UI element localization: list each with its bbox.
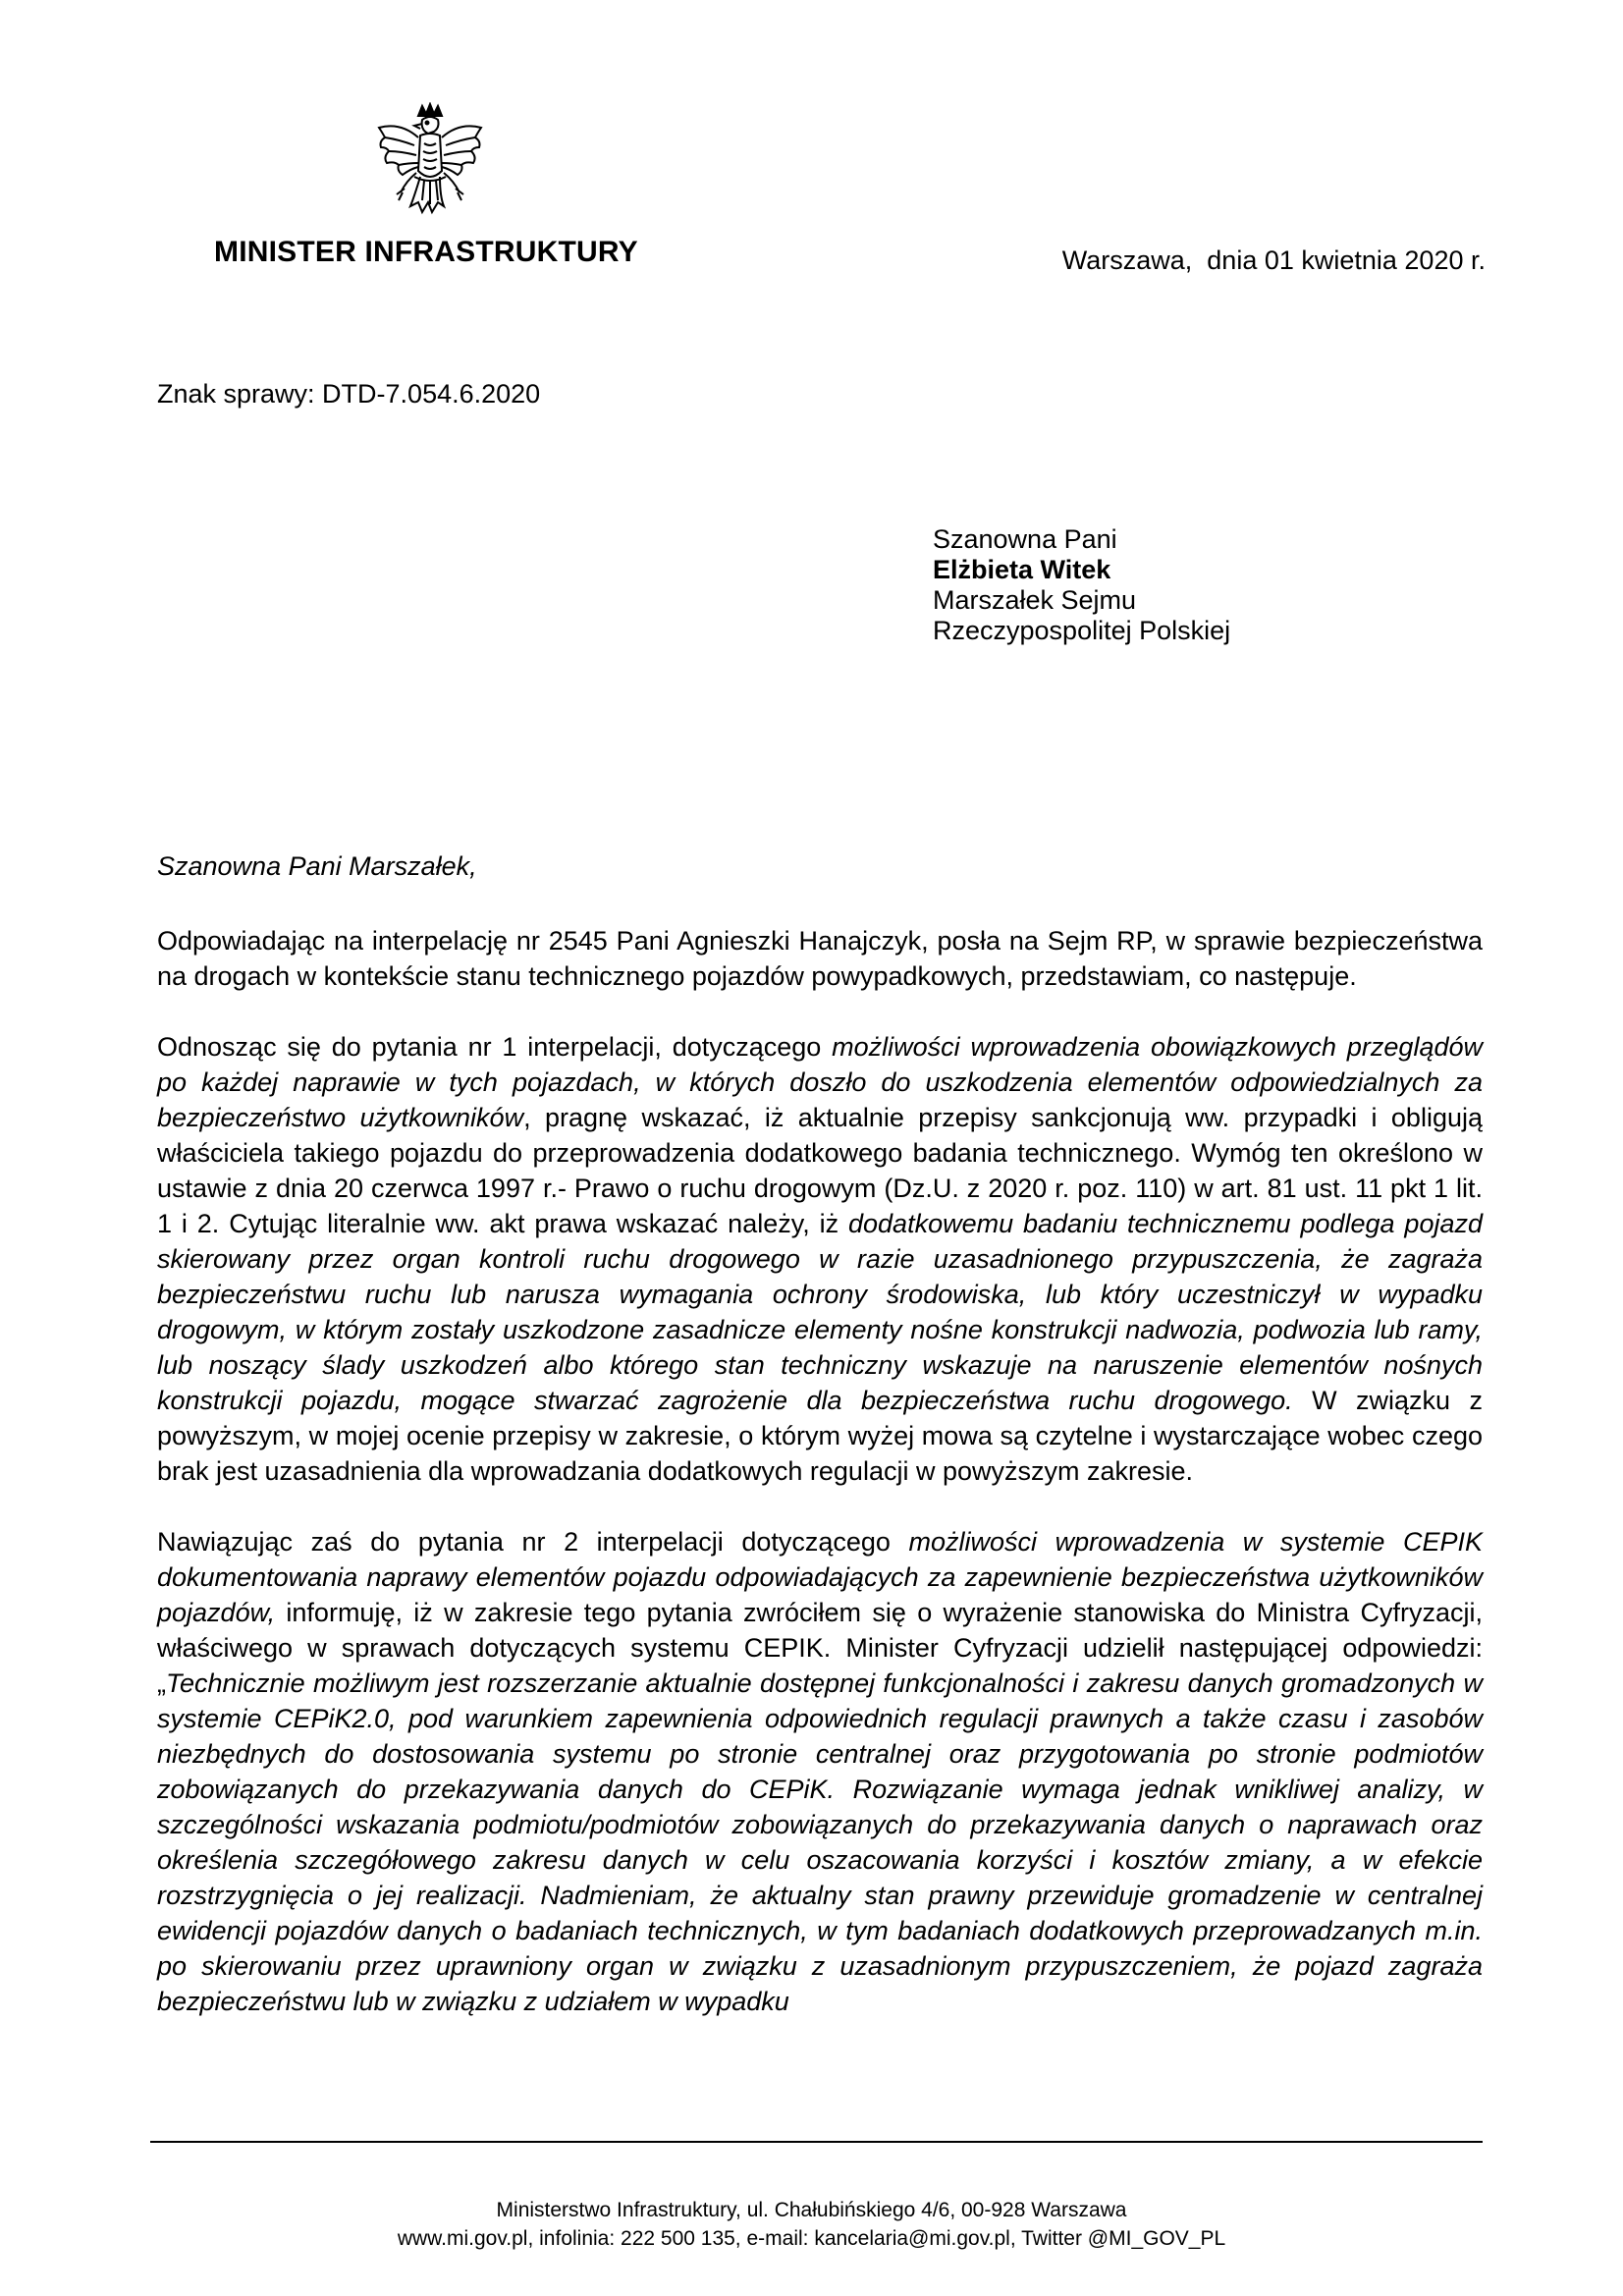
- addressee-name: Elżbieta Witek: [933, 555, 1111, 584]
- letter-date: Warszawa, dnia 01 kwietnia 2020 r.: [1061, 246, 1486, 275]
- quoted-text: dodatkowemu badaniu technicznemu podlega pojazd skierowany przez organ kontroli ruchu drogowego w razie uzasadnionego przypuszczenia, że zagraża bezpieczeństwu ruchu lub narusza wymagania ochrony środowiska, lub który uczestniczył w wypadku drogowym, w którym zostały uszkodzone zasadnicze elementy nośne konstrukcji nadwozia, podwozia lub ramy, lub noszący ślady uszkodzeń albo którego stan techniczny wskazuje na naruszenie elementów nośnych konstrukcji pojazdu, mogące stwarzać zagrożenie dla bezpieczeństwa ruchu drogowego.: [157, 1209, 1483, 1415]
- quoted-text: możliwości wprowadzenia obowiązkowych przeglądów po każdej naprawie w tych pojazdach, w których doszło do uszkodzenia elementów odpowiedzialnych za bezpieczeństwo użytkowników: [157, 1032, 1483, 1132]
- letter-body: [157, 848, 1483, 2054]
- paragraph-1: Odpowiadając na interpelację nr 2545 Pani Agnieszki Hanajczyk, posła na Sejm RP, w sprawie bezpieczeństwa na drogach w kontekście stanu technicznego pojazdów powypadkowych, przedstawiam, co następuje.: [157, 926, 1483, 991]
- text-run: Nawiązując zaś do pytania nr 2 interpelacji dotyczącego: [157, 1527, 909, 1557]
- ministry-name: MINISTER INFRASTRUKTURY: [214, 236, 638, 268]
- quoted-text: Technicznie możliwym jest rozszerzanie aktualnie dostępnej funkcjonalności i zakresu danych gromadzonych w systemie CEPiK2.0, pod warunkiem zapewnienia odpowiednich regulacji prawnych a także czasu i zasobów niezbędnych do dostosowania systemu po stronie centralnej oraz przygotowania po stronie podmiotów zobowiązanych do przekazywania danych do CEPiK. Rozwiązanie wymaga jednak wnikliwej analizy, w szczególności wskazania podmiotu/podmiotów zobowiązanych do przekazywania danych o naprawach oraz określenia szczegółowego zakresu danych w celu oszacowania korzyści i kosztów zmiany, a w efekcie rozstrzygnięcia o jej realizacji. Nadmieniam, że aktualny stan prawny przewiduje gromadzenie w centralnej ewidencji pojazdów danych o badaniach technicznych, w tym badaniach dodatkowych przeprowadzanych m.in. po skierowaniu przez uprawniony organ w związku z uzasadnionym przypuszczeniem, że pojazd zagraża bezpieczeństwu lub w związku z udziałem w wypadku: [157, 1668, 1483, 2016]
- addressee-organization: Rzeczypospolitej Polskiej: [933, 616, 1231, 645]
- case-reference: Znak sprawy: DTD-7.054.6.2020: [157, 379, 541, 409]
- paragraph-3: [157, 1524, 1483, 2019]
- quoted-text: możliwości wprowadzenia w systemie CEPIK dokumentowania naprawy elementów pojazdu odpowiadających za zapewnienie bezpieczeństwa użytkowników pojazdów,: [157, 1527, 1484, 1627]
- text-run: W związku z powyższym, w mojej ocenie przepisy w zakresie, o którym wyżej mowa są czytelne i wystarczające wobec czego brak jest uzasadnienia dla wprowadzania dodatkowych regulacji w powyższym zakresie.: [157, 1386, 1483, 1486]
- paragraph-2: [157, 1029, 1483, 1489]
- addressee-title: Marszałek Sejmu: [933, 585, 1137, 615]
- polish-eagle-emblem-icon: [371, 102, 489, 232]
- footer: [0, 2196, 1623, 2253]
- text-run: Odnosząc się do pytania nr 1 interpelacji, dotyczącego: [157, 1032, 833, 1062]
- addressee-greeting: Szanowna Pani: [933, 524, 1117, 554]
- addressee-block: [933, 524, 1230, 646]
- footer-address: Ministerstwo Infrastruktury, ul. Chałubińskiego 4/6, 00-928 Warszawa: [496, 2199, 1127, 2221]
- salutation: Szanowna Pani Marszałek,: [157, 851, 477, 881]
- text-run: , pragnę wskazać, iż aktualnie przepisy sankcjonują ww. przypadki i obligują właściciela takiego pojazdu do przeprowadzenia dodatkowego badania technicznego. Wymóg ten określono w ustawie z dnia 20 czerwca 1997 r.- Prawo o ruchu drogowym (Dz.U. z 2020 r. poz. 110) w art. 81 ust. 11 pkt 1 lit. 1 i 2. Cytując literalnie ww. akt prawa wskazać należy, iż: [157, 1103, 1483, 1238]
- footer-contact: www.mi.gov.pl, infolinia: 222 500 135, e-mail: kancelaria@mi.gov.pl, Twitter @MI_GOV_PL: [397, 2227, 1226, 2250]
- footer-divider: [150, 2141, 1483, 2143]
- text-run: informuję, iż w zakresie tego pytania zwróciłem się o wyrażenie stanowiska do Ministra Cyfryzacji, właściwego w sprawach dotyczących systemu CEPIK. Minister Cyfryzacji udzielił następującej odpowiedzi: „: [157, 1598, 1483, 1698]
